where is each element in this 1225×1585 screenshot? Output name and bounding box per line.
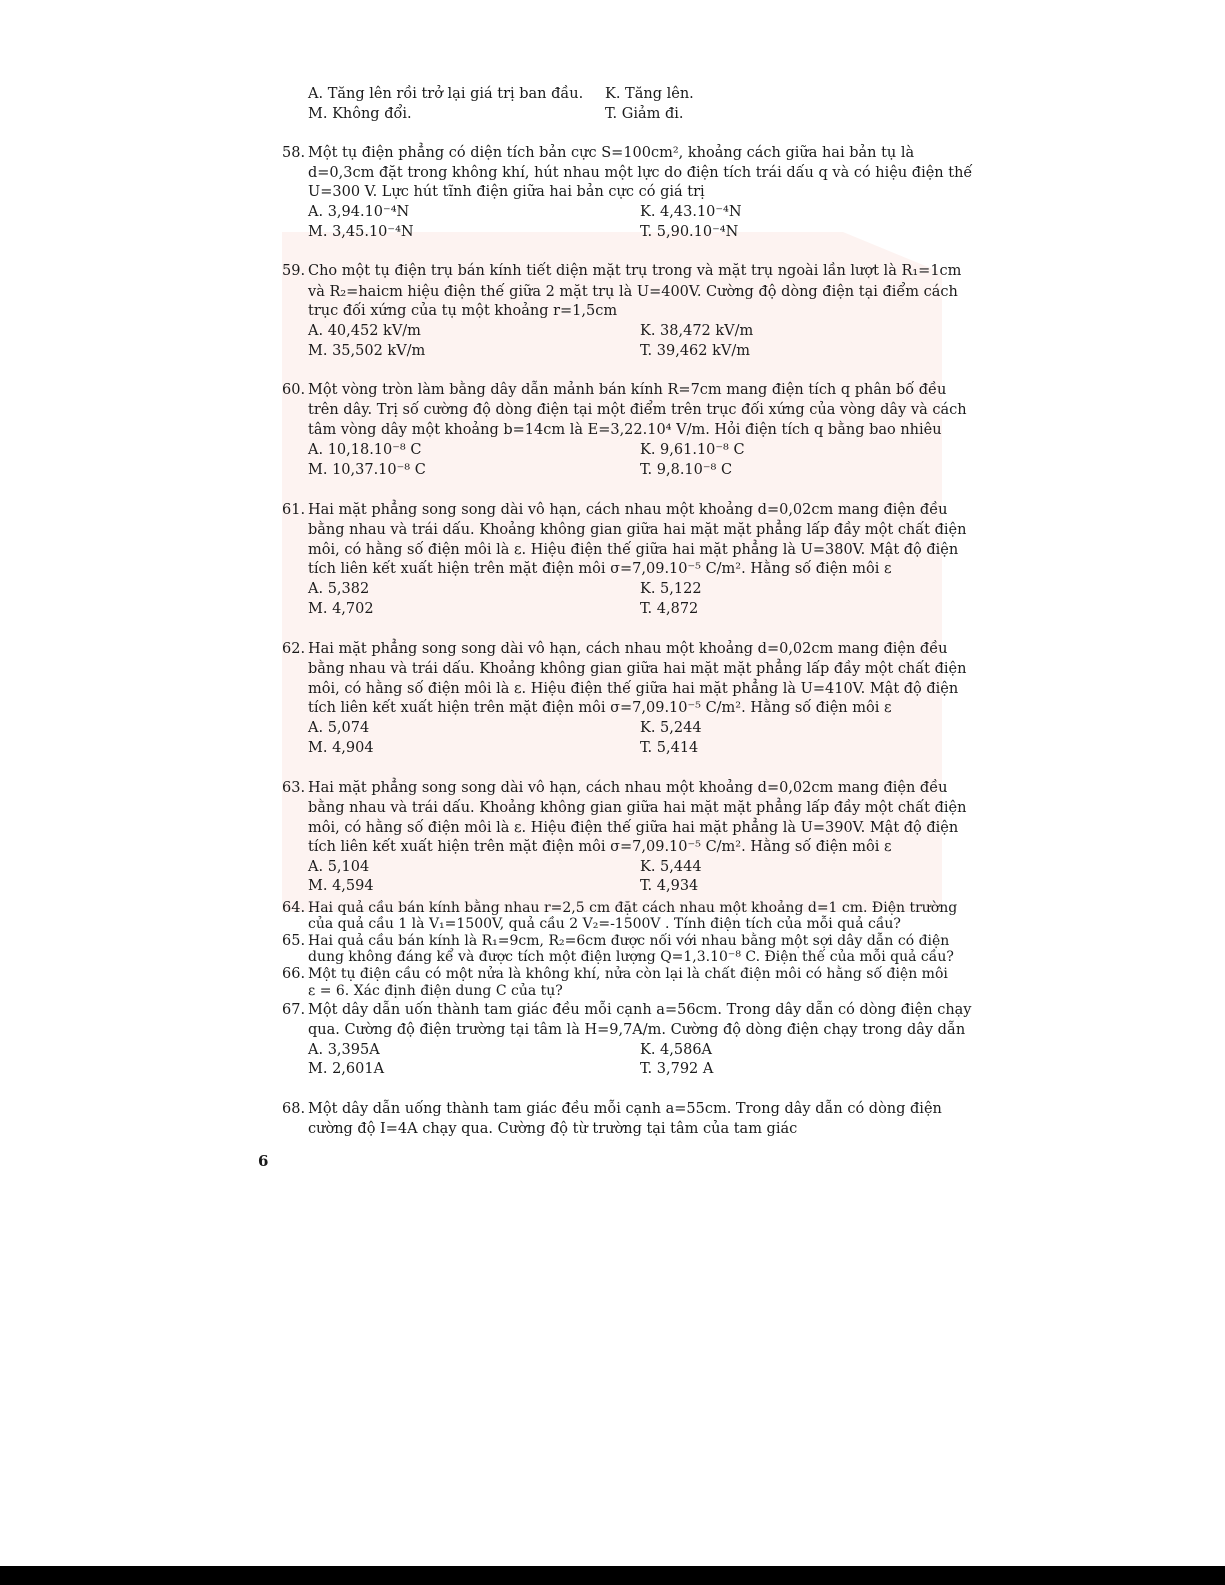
option-m: M. 4,904 (308, 740, 374, 756)
question-number: 64. (282, 900, 306, 916)
option-k: K. 9,61.10⁻⁸ C (640, 442, 745, 458)
option-t: T. 4,872 (640, 601, 699, 617)
question-text-line: Hai mặt phẳng song song dài vô hạn, cách nhau một khoảng d=0,02cm mang điện đều (308, 641, 948, 657)
question-text-line: dung không đáng kể và được tích một điện lượng Q=1,3.10⁻⁸ C. Điện thế của mỗi quả cầu? (308, 949, 954, 965)
option-a: A. 5,074 (308, 720, 370, 736)
question-number: 60. (282, 382, 306, 398)
question-text-line: của quả cầu 1 là V₁=1500V, quả cầu 2 V₂=-1500V . Tính điện tích của mỗi quả cầu? (308, 916, 901, 932)
question-number: 63. (282, 780, 306, 796)
question-number: 66. (282, 966, 306, 982)
question-text-line: d=0,3cm đặt trong không khí, hút nhau một lực do điện tích trái dấu q và có hiệu điện thế (308, 165, 973, 181)
question-text-line: tích liên kết xuất hiện trên mặt điện môi σ=7,09.10⁻⁵ C/m². Hằng số điện môi ε (308, 561, 892, 577)
question-number: 59. (282, 263, 306, 279)
question-text-line: tích liên kết xuất hiện trên mặt điện môi σ=7,09.10⁻⁵ C/m². Hằng số điện môi ε (308, 700, 892, 716)
prev-option-t: T. Giảm đi. (605, 106, 684, 122)
option-t: T. 3,792 A (640, 1061, 714, 1077)
option-t: T. 39,462 kV/m (640, 343, 750, 359)
option-m: M. 10,37.10⁻⁸ C (308, 462, 426, 478)
option-a: A. 10,18.10⁻⁸ C (308, 442, 422, 458)
question-number: 61. (282, 502, 306, 518)
question-number: 58. (282, 145, 306, 161)
question-text-line: qua. Cường độ điện trường tại tâm là H=9,7A/m. Cường độ dòng điện chạy trong dây dẫn (308, 1022, 966, 1038)
question-text-line: ε = 6. Xác định điện dung C của tụ? (308, 983, 563, 999)
option-a: A. 5,382 (308, 581, 370, 597)
option-m: M. 35,502 kV/m (308, 343, 426, 359)
option-k: K. 5,444 (640, 859, 702, 875)
option-t: T. 9,8.10⁻⁸ C (640, 462, 733, 478)
option-k: K. 5,244 (640, 720, 702, 736)
option-m: M. 3,45.10⁻⁴N (308, 224, 414, 240)
question-text-line: Hai quả cầu bán kính là R₁=9cm, R₂=6cm được nối với nhau bằng một sợi dây dẫn có điện (308, 933, 950, 949)
question-text-line: bằng nhau và trái dấu. Khoảng không gian giữa hai mặt mặt phẳng lấp đầy một chất điện (308, 661, 967, 677)
question-text-line: Hai mặt phẳng song song dài vô hạn, cách nhau một khoảng d=0,02cm mang điện đều (308, 502, 948, 518)
option-a: A. 40,452 kV/m (308, 323, 421, 339)
question-text-line: bằng nhau và trái dấu. Khoảng không gian giữa hai mặt mặt phẳng lấp đầy một chất điện (308, 522, 967, 538)
prev-option-a: A. Tăng lên rồi trở lại giá trị ban đầu. (308, 86, 584, 102)
option-k: K. 5,122 (640, 581, 702, 597)
option-t: T. 5,90.10⁻⁴N (640, 224, 739, 240)
question-text-line: trục đối xứng của tụ một khoảng r=1,5cm (308, 303, 618, 319)
question-text-line: Hai quả cầu bán kính bằng nhau r=2,5 cm đặt cách nhau một khoảng d=1 cm. Điện trường (308, 900, 958, 916)
question-number: 68. (282, 1101, 306, 1117)
option-a: A. 3,94.10⁻⁴N (308, 204, 410, 220)
option-a: A. 5,104 (308, 859, 370, 875)
prev-option-m: M. Không đổi. (308, 106, 412, 122)
question-text-line: Cho một tụ điện trụ bán kính tiết diện mặt trụ trong và mặt trụ ngoài lần lượt là R₁=1cm (308, 263, 962, 279)
option-t: T. 4,934 (640, 878, 699, 894)
question-text-line: Một tụ điện cầu có một nửa là không khí, nửa còn lại là chất điện môi có hằng số điện môi (308, 966, 948, 982)
question-text-line: Một tụ điện phẳng có diện tích bản cực S=100cm², khoảng cách giữa hai bản tụ là (308, 145, 915, 161)
question-text-line: Một dây dẫn uốn thành tam giác đều mỗi cạnh a=56cm. Trong dây dẫn có dòng điện chạy (308, 1002, 972, 1018)
question-text-line: tích liên kết xuất hiện trên mặt điện môi σ=7,09.10⁻⁵ C/m². Hằng số điện môi ε (308, 839, 892, 855)
option-m: M. 4,594 (308, 878, 374, 894)
question-number: 67. (282, 1002, 306, 1018)
option-a: A. 3,395A (308, 1042, 380, 1058)
option-t: T. 5,414 (640, 740, 699, 756)
question-text-line: tâm vòng dây một khoảng b=14cm là E=3,22.10⁴ V/m. Hỏi điện tích q bằng bao nhiêu (308, 422, 942, 438)
question-number: 62. (282, 641, 306, 657)
question-text-line: và R₂=haicm hiệu điện thế giữa 2 mặt trụ là U=400V. Cường độ dòng điện tại điểm cách (308, 284, 958, 300)
option-k: K. 4,43.10⁻⁴N (640, 204, 742, 220)
option-m: M. 4,702 (308, 601, 374, 617)
question-text-line: U=300 V. Lực hút tĩnh điện giữa hai bản cực có giá trị (308, 184, 705, 200)
page-number: 6 (258, 1152, 269, 1170)
question-text-line: bằng nhau và trái dấu. Khoảng không gian giữa hai mặt mặt phẳng lấp đầy một chất điện (308, 800, 967, 816)
question-text-line: môi, có hằng số điện môi là ε. Hiệu điện thế giữa hai mặt phẳng là U=380V. Mật độ điện (308, 542, 959, 558)
question-text-line: môi, có hằng số điện môi là ε. Hiệu điện thế giữa hai mặt phẳng là U=410V. Mật độ điện (308, 681, 959, 697)
question-text-line: môi, có hằng số điện môi là ε. Hiệu điện thế giữa hai mặt phẳng là U=390V. Mật độ điện (308, 820, 959, 836)
option-k: K. 4,586A (640, 1042, 713, 1058)
option-m: M. 2,601A (308, 1061, 385, 1077)
question-text-line: Một dây dẫn uống thành tam giác đều mỗi cạnh a=55cm. Trong dây dẫn có dòng điện (308, 1101, 942, 1117)
question-number: 65. (282, 933, 306, 949)
prev-option-k: K. Tăng lên. (605, 86, 694, 102)
question-text-line: Hai mặt phẳng song song dài vô hạn, cách nhau một khoảng d=0,02cm mang điện đều (308, 780, 948, 796)
scan-bottom-edge (0, 1566, 1225, 1585)
question-text-line: cường độ I=4A chạy qua. Cường độ từ trường tại tâm của tam giác (308, 1121, 798, 1137)
question-text-line: trên dây. Trị số cường độ dòng điện tại một điểm trên trục đối xứng của vòng dây và cách (308, 402, 967, 418)
question-text-line: Một vòng tròn làm bằng dây dẫn mảnh bán kính R=7cm mang điện tích q phân bố đều (308, 382, 947, 398)
option-k: K. 38,472 kV/m (640, 323, 754, 339)
